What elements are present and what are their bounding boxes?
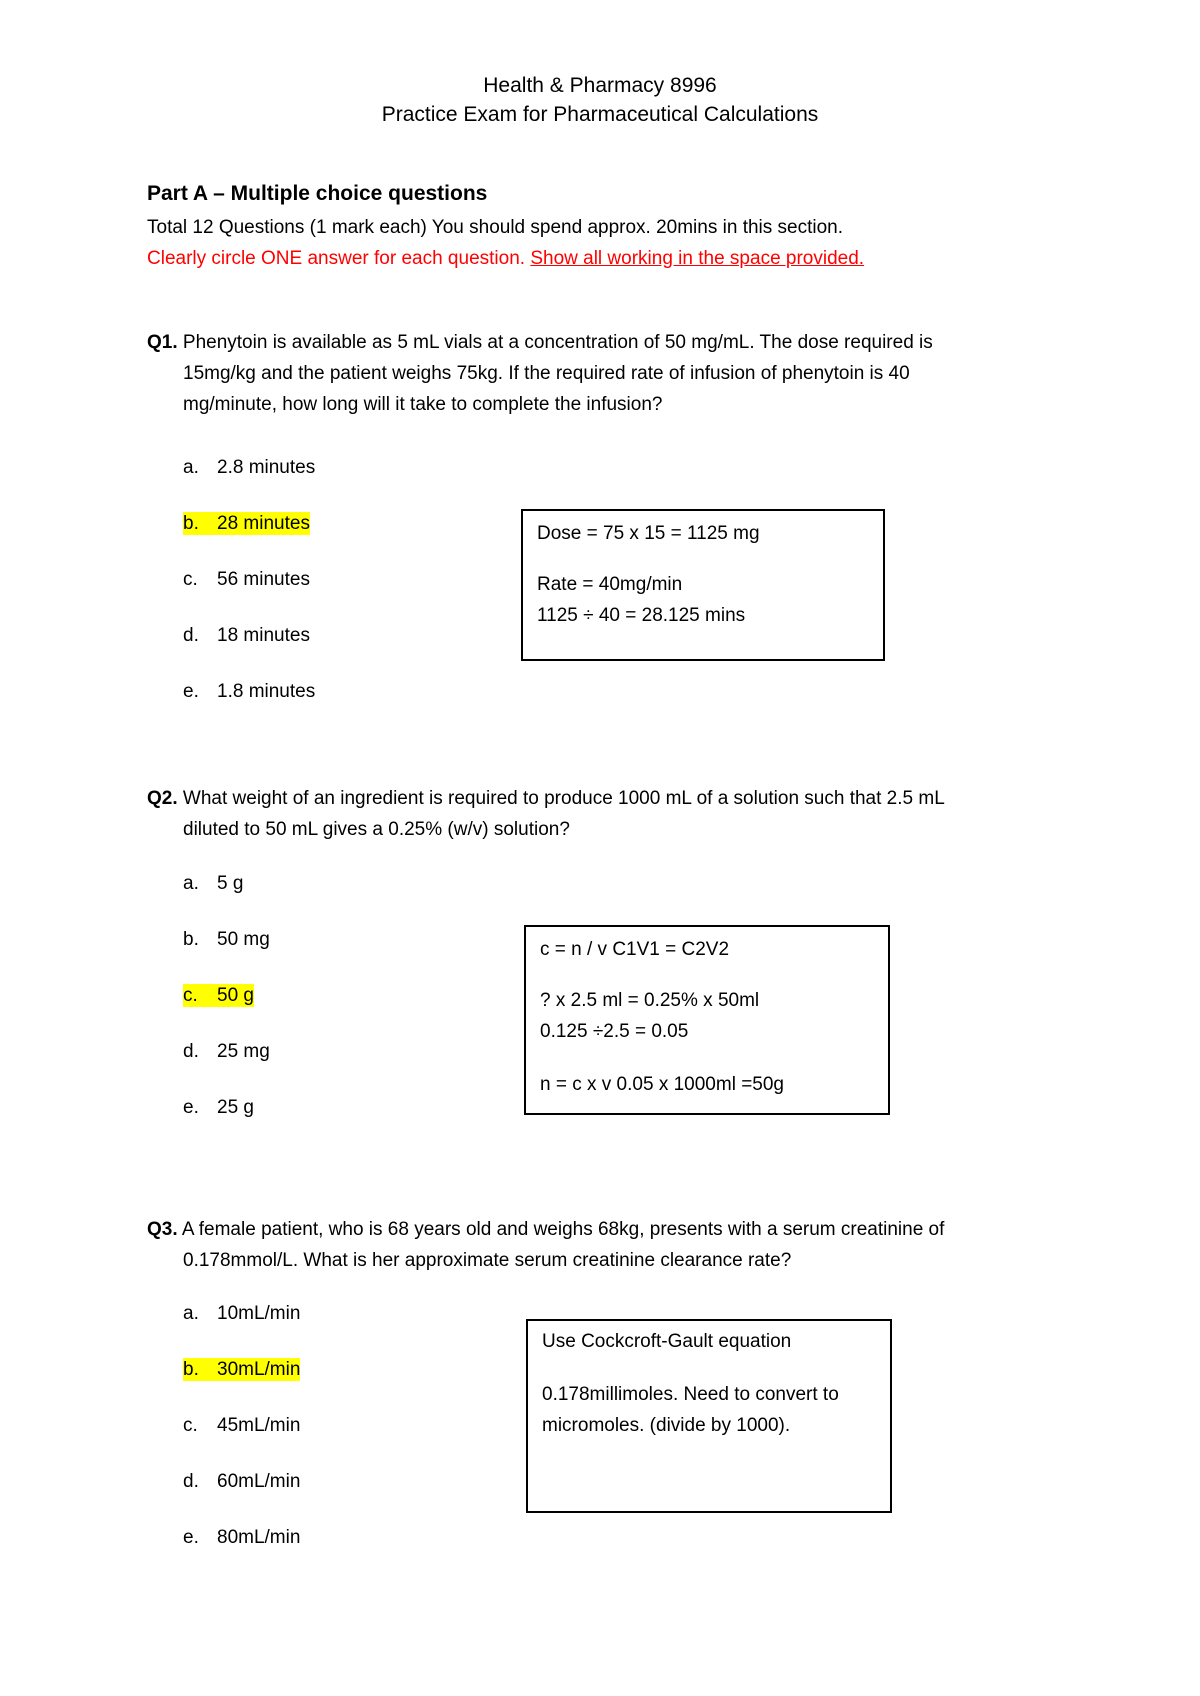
q3-working-line-1: Use Cockcroft-Gault equation [542, 1331, 792, 1352]
part-a-info: Total 12 Questions (1 mark each) You should spend approx. 20mins in this section. [147, 217, 844, 238]
part-a-instruction [147, 248, 864, 270]
question-2-line-2: diluted to 50 mL gives a 0.25% (w/v) solution? [183, 819, 570, 840]
question-3-number: Q3. [147, 1219, 178, 1240]
q2-option-e[interactable]: e. 25 g [183, 1097, 254, 1118]
exam-title: Practice Exam for Pharmaceutical Calculations [381, 103, 819, 126]
q2-option-c[interactable]: c. 50 g [183, 985, 254, 1006]
question-1-line-3: mg/minute, how long will it take to complete the infusion? [183, 394, 663, 415]
q1-option-a[interactable]: a. 2.8 minutes [183, 457, 316, 478]
q3-option-c[interactable]: c. 45mL/min [183, 1415, 301, 1436]
q1-option-b[interactable]: b. 28 minutes [183, 513, 310, 534]
course-title: Health & Pharmacy 8996 [483, 74, 717, 97]
q2-working-line-4: n = c x v 0.05 x 1000ml =50g [540, 1074, 784, 1095]
q2-working-box [524, 925, 890, 1115]
question-2-line-1: Q2. What weight of an ingredient is required to produce 1000 mL of a solution such that 2.5 mL [147, 788, 945, 809]
question-3-line-2: 0.178mmol/L. What is her approximate serum creatinine clearance rate? [183, 1250, 792, 1271]
q3-working-box [526, 1319, 892, 1513]
q3-option-a[interactable]: a. 10mL/min [183, 1303, 301, 1324]
q3-working-line-2: 0.178millimoles. Need to convert to [542, 1384, 839, 1405]
q2-option-a[interactable]: a. 5 g [183, 873, 244, 894]
q1-working-box [521, 509, 885, 661]
part-a-heading: Part A – Multiple choice questions [147, 182, 488, 205]
q3-working-line-3: micromoles. (divide by 1000). [542, 1415, 791, 1436]
q3-option-b[interactable]: b. 30mL/min [183, 1359, 301, 1380]
question-3-line-1: Q3. A female patient, who is 68 years old and weighs 68kg, presents with a serum creatinine of [147, 1219, 945, 1240]
q2-working-line-2: ? x 2.5 ml = 0.25% x 50ml [540, 990, 760, 1011]
instruction-plain: Clearly circle ONE answer for each question. [147, 248, 531, 269]
question-1-line-1: Q1. Phenytoin is available as 5 mL vials at a concentration of 50 mg/mL. The dose required is [147, 332, 933, 353]
question-1-line-2: 15mg/kg and the patient weighs 75kg. If the required rate of infusion of phenytoin is 40 [183, 363, 910, 384]
q1-option-e[interactable]: e. 1.8 minutes [183, 681, 316, 702]
q1-working-line-2: Rate = 40mg/min [537, 574, 683, 595]
q2-working-line-1: c = n / v C1V1 = C2V2 [540, 939, 730, 960]
q2-option-b[interactable]: b. 50 mg [183, 929, 270, 950]
q1-option-c[interactable]: c. 56 minutes [183, 569, 310, 590]
question-1-number: Q1. [147, 332, 178, 353]
q1-working-line-1: Dose = 75 x 15 = 1125 mg [537, 523, 760, 544]
instruction-underlined: Show all working in the space provided. [530, 248, 865, 269]
q1-option-d[interactable]: d. 18 minutes [183, 625, 310, 646]
q3-option-e[interactable]: e. 80mL/min [183, 1527, 301, 1548]
question-2-number: Q2. [147, 788, 178, 809]
q2-working-line-3: 0.125 ÷2.5 = 0.05 [540, 1021, 689, 1042]
q3-option-d[interactable]: d. 60mL/min [183, 1471, 301, 1492]
q2-option-d[interactable]: d. 25 mg [183, 1041, 270, 1062]
q1-working-line-3: 1125 ÷ 40 = 28.125 mins [537, 605, 746, 626]
